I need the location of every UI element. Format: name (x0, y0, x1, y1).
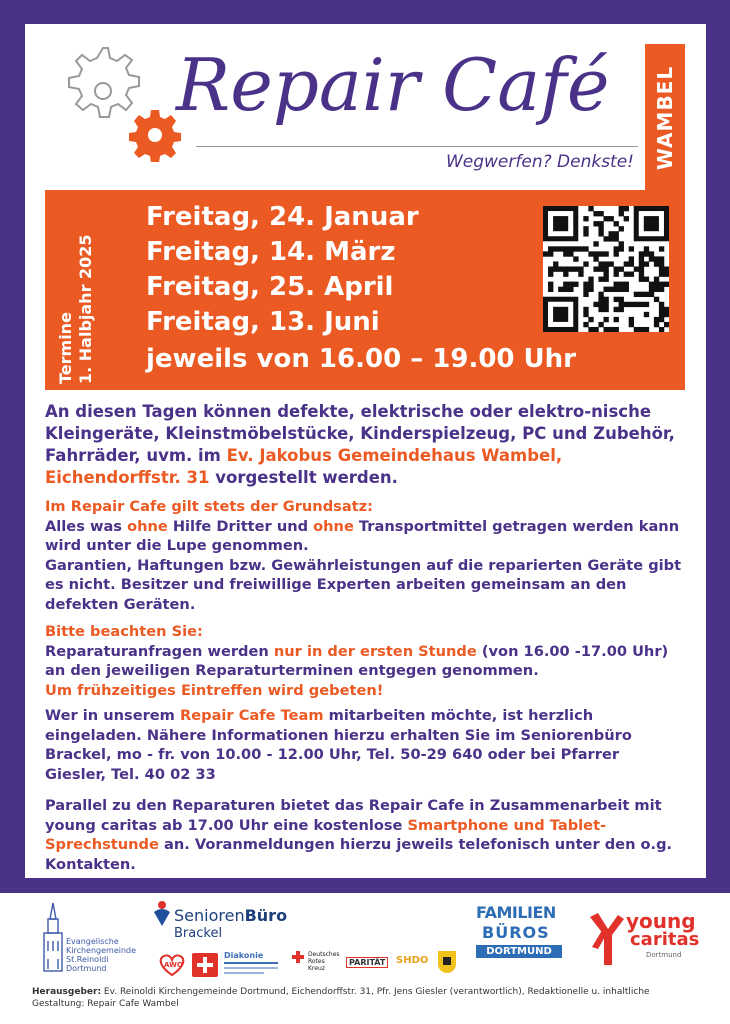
brackel-text: Brackel (174, 926, 223, 941)
church-tower-icon (38, 901, 68, 973)
church-logo (38, 901, 148, 979)
kirche-line: St.Reinoldi Dortmund (66, 955, 109, 973)
highlight-sprechstunde: Smartphone und Tablet-Sprechstunde (45, 816, 607, 853)
diakonie-text: Diakonie (224, 951, 264, 960)
drk-logo (288, 951, 342, 979)
highlight-ohne: ohne (313, 517, 354, 535)
diakonie-logo (224, 951, 280, 977)
termine-line2: 1. Halbjahr 2025 (76, 234, 95, 384)
credit-label: Herausgeber: (32, 987, 102, 997)
caritas-cross-logo (192, 953, 218, 977)
date-item: Freitag, 25. April (146, 272, 394, 302)
grundsatz-text-2: Garantien, Haftungen bzw. Gewährleistungen auf die reparierten Geräte gibt es nicht. Besitzer und freiwillige Experten arbeiten gemeinsam an den defekten Geräten. (45, 556, 682, 613)
senioren-text: Senioren (174, 906, 245, 925)
highlight-first-hour: nur in der ersten Stunde (273, 642, 477, 660)
caritas-text: caritas (630, 929, 700, 950)
svg-text:Repair Café: Repair Café (176, 43, 610, 127)
team-paragraph (45, 706, 685, 784)
highlight-ohne: ohne (127, 517, 168, 535)
intro-paragraph (45, 401, 685, 489)
grundsatz-text (45, 517, 685, 556)
familienbueros-logo (476, 903, 562, 969)
caritas-dortmund-text: Dortmund (646, 951, 682, 959)
wambel-badge (645, 44, 685, 192)
text-segment: Reparaturanfragen werden (45, 642, 274, 660)
beachten-heading: Bitte beachten Sie: (45, 623, 203, 640)
parallel-paragraph (45, 796, 685, 874)
bueros-text: BÜROS (482, 923, 550, 942)
repair-cafe-title (168, 28, 638, 138)
grundsatz-heading: Im Repair Cafe gilt stets der Grundsatz: (45, 498, 373, 515)
credit-text: Ev. Reinoldi Kirchengemeinde Dortmund, Eichendorffstr. 31, Pfr. Jens Giesler (verantwortlich), Redaktionelle u. inhaltliche Gestaltung: Repair Cafe Wambel (32, 987, 650, 1009)
beachten-text (45, 642, 685, 681)
dortmund-text: DORTMUND (476, 945, 562, 958)
text-segment: Parallel zu den Reparaturen bietet das Repair Cafe in Zusammenarbeit mit young caritas ab 17.00 Uhr eine kostenlose (45, 797, 662, 834)
person-icon (152, 900, 172, 928)
text-segment: Alles was (45, 517, 128, 535)
qr-code[interactable] (543, 206, 669, 332)
intro-location: Ev. Jakobus Gemeindehaus Wambel, Eichendorffstr. 31 (45, 446, 563, 487)
awo-logo (156, 953, 188, 977)
young-caritas-logo (584, 905, 714, 975)
dortmund-crest-logo (438, 951, 456, 973)
kirche-line: Evangelische (66, 937, 119, 946)
seniorenbuero-logo (152, 898, 292, 946)
young-caritas-figure-icon (584, 907, 628, 969)
buero-text: Büro (244, 906, 288, 925)
highlight-team: Repair Cafe Team (179, 707, 324, 724)
slogan: Wegwerfen? Denkste! (445, 152, 634, 172)
intro-text-end: vorgestellt werden. (209, 468, 398, 487)
paritaet-logo: PARITÄT (346, 957, 388, 968)
date-item: Freitag, 24. Januar (146, 202, 419, 232)
drk-line: Deutsches (308, 951, 340, 958)
date-item: Freitag, 14. März (146, 237, 396, 267)
beachten-note: Um frühzeitiges Eintreffen wird gebeten! (45, 681, 384, 699)
opening-hours: jeweils von 16.00 – 19.00 Uhr (146, 344, 577, 374)
text-segment: Wer in unserem (45, 707, 180, 724)
grundsatz-paragraph (45, 497, 685, 614)
beachten-paragraph (45, 622, 685, 700)
text-segment: (von 16.00 -17.00 Uhr) an den jeweiligen Reparaturterminen entgegen genommen. (45, 642, 669, 679)
publisher-credit (32, 986, 702, 1010)
drk-line: Kreuz (308, 965, 325, 972)
title-underline (196, 146, 638, 147)
termine-line1: Termine (56, 312, 75, 384)
text-segment: Hilfe Dritter und (167, 517, 314, 535)
date-list (146, 200, 419, 340)
shdo-logo: SHDO (396, 955, 429, 966)
sponsor-logos (0, 893, 730, 983)
kirche-line: Kirchengemeinde (66, 946, 137, 955)
wambel-label: WAMBEL (653, 65, 677, 171)
young-text: young (626, 909, 696, 933)
text-segment: Transportmittel getragen werden kann wird unter die Lupe genommen. (45, 517, 680, 554)
awo-text: AWO (164, 961, 183, 969)
date-item: Freitag, 13. Juni (146, 307, 380, 337)
text-segment: mitarbeiten möchte, ist herzlich eingeladen. Nähere Informationen hierzu erhalten Sie im Seniorenbüro Brackel, mo - fr. von 10.00 - 12.00 Uhr, Tel. 50-29 640 oder bei Pfarrer Giesler, Tel. 40 02 33 (45, 707, 632, 783)
intro-text: An diesen Tagen können defekte, elektrische oder elektro-nische Kleingeräte, Kleinstmöbelstücke, Kinderspielzeug, PC und Zubehör, Fahrräder, uvm. im (45, 402, 675, 465)
familien-text: FAMILIEN (476, 903, 556, 922)
text-segment: an. Voranmeldungen hierzu jeweils telefonisch unter den o.g. Kontakten. (45, 836, 673, 873)
drk-line: Rotes (308, 958, 325, 965)
